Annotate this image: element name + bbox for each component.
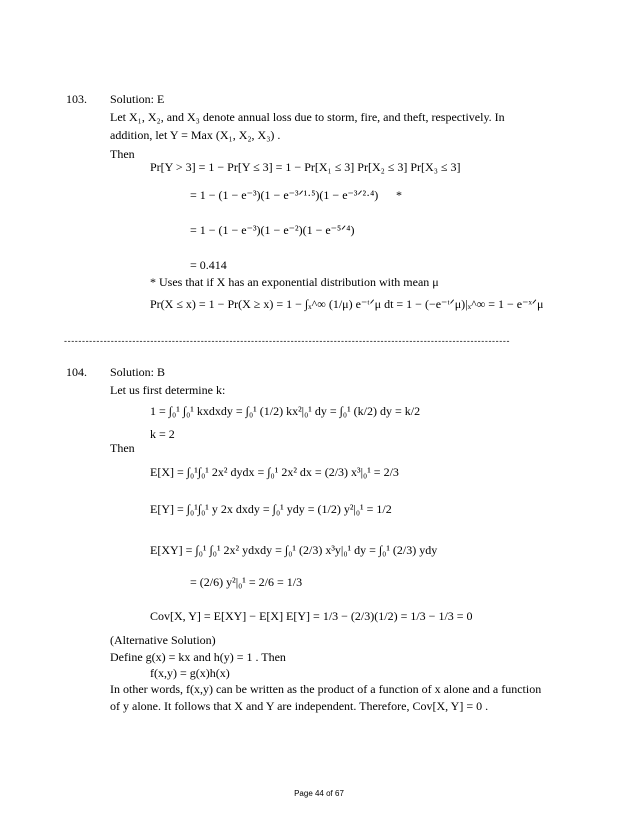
solution-heading: Solution: B — [110, 365, 166, 379]
equation: E[Y] = ∫₀¹∫₀¹ y 2x dxdy = ∫₀¹ ydy = (1/2) y²|₀¹ = 1/2 — [150, 502, 392, 516]
equation: Pr(X ≤ x) = 1 − Pr(X ≥ x) = 1 − ∫ₓ^∞ (1/μ) e⁻ᵗᐟμ dt = 1 − (−e⁻ᵗᐟμ)|ₓ^∞ = 1 − e⁻ˣᐟμ — [150, 297, 544, 311]
equation: E[X] = ∫₀¹∫₀¹ 2x² dydx = ∫₀¹ 2x² dx = (2/3) x³|₀¹ = 2/3 — [150, 465, 399, 479]
text-line: Let X₁, X₂, and X₃ denote annual loss due to storm, fire, and theft, respectively. In — [110, 110, 505, 124]
text-line: Let us first determine k: — [110, 383, 226, 397]
text-line: of y alone. It follows that X and Y are independent. Therefore, Cov[X, Y] = 0 . — [110, 699, 489, 713]
then-label: Then — [110, 147, 135, 161]
footnote-text: * Uses that if X has an exponential distribution with mean μ — [150, 275, 439, 289]
page-footer: Page 44 of 67 — [294, 789, 344, 798]
then-label: Then — [110, 441, 135, 455]
text-line: Define g(x) = kx and h(y) = 1 . Then — [110, 650, 286, 664]
equation: E[XY] = ∫₀¹ ∫₀¹ 2x² ydxdy = ∫₀¹ (2/3) x³y|₀¹ dy = ∫₀¹ (2/3) ydy — [150, 543, 438, 557]
problem-number: 103. — [66, 92, 87, 106]
problem-number: 104. — [66, 365, 87, 379]
alternative-heading: (Alternative Solution) — [110, 633, 216, 647]
text-line: addition, let Y = Max (X₁, X₂, X₃) . — [110, 128, 281, 142]
equation: f(x,y) = g(x)h(x) — [150, 666, 230, 680]
equation: 1 = ∫₀¹ ∫₀¹ kxdxdy = ∫₀¹ (1/2) kx²|₀¹ dy = ∫₀¹ (k/2) dy = k/2 — [150, 404, 421, 418]
equation: = 1 − (1 − e⁻³)(1 − e⁻²)(1 − e⁻⁵ᐟ⁴) — [190, 223, 355, 237]
equation: Cov[X, Y] = E[XY] − E[X] E[Y] = 1/3 − (2/3)(1/2) = 1/3 − 1/3 = 0 — [150, 609, 473, 623]
solution-heading: Solution: E — [110, 92, 165, 106]
footnote-marker: * — [396, 188, 402, 202]
separator-line: ---------------------------------------------------------------------------------------------------------------------------- — [64, 336, 510, 346]
equation: = 1 − (1 − e⁻³)(1 − e⁻³ᐟ¹·⁵)(1 − e⁻³ᐟ²·⁴) — [190, 188, 379, 202]
text-line: In other words, f(x,y) can be written as the product of a function of x alone and a function — [110, 682, 542, 696]
equation: = (2/6) y²|₀¹ = 2/6 = 1/3 — [190, 575, 303, 589]
equation: k = 2 — [150, 427, 175, 441]
equation: = 0.414 — [190, 258, 227, 272]
equation: Pr[Y > 3] = 1 − Pr[Y ≤ 3] = 1 − Pr[X₁ ≤ 3] Pr[X₂ ≤ 3] Pr[X₃ ≤ 3] — [150, 160, 461, 174]
